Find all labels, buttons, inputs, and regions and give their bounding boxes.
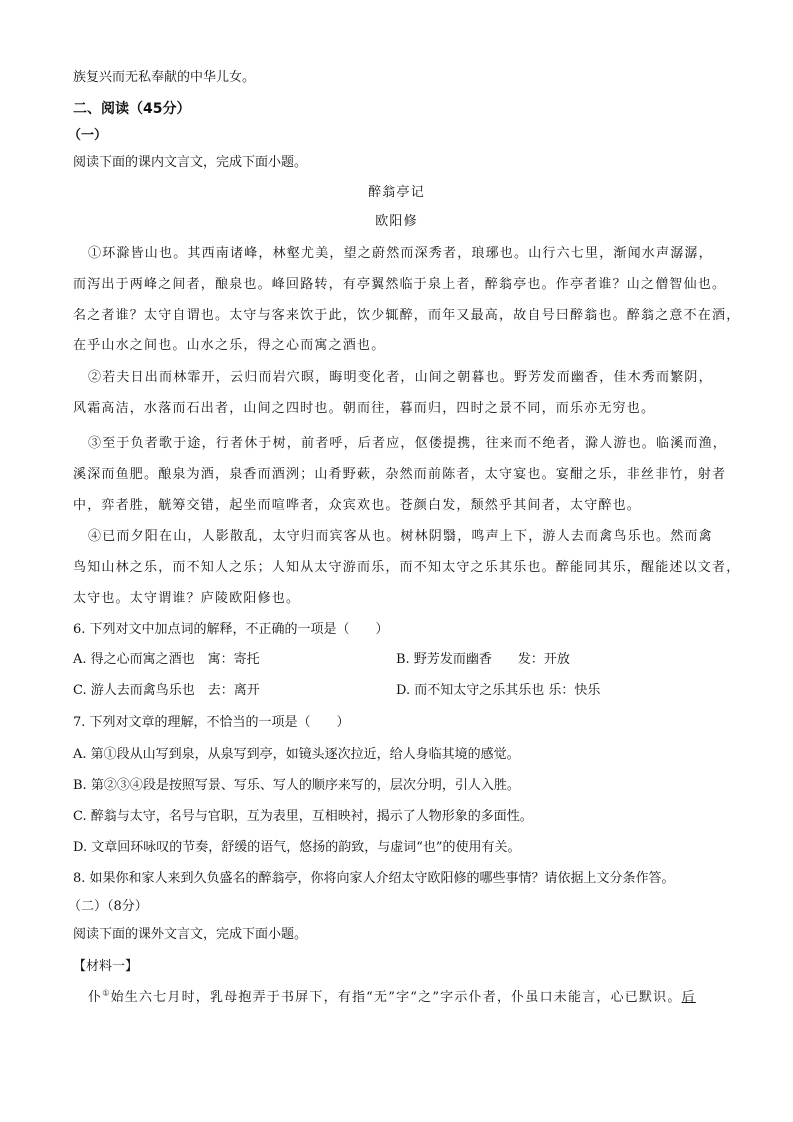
essay-line: ③至于负者歌于途，行者休于树，前者呼，后者应，伛偻提携，往来而不绝者，滁人游也。临溪而渔， [88,436,728,451]
part1-instruction: 阅读下面的课内文言文，完成下面小题。 [73,155,308,170]
question-7-option-d: D. 文章回环咏叹的节奏，舒缓的语气，悠扬的韵致，与虚词“也”的使用有关。 [73,840,521,855]
material1-underlined-tail: 后 [681,990,696,1005]
essay-title: 醉翁亭记 [368,185,425,200]
material1-label: 【材料一】 [73,959,139,974]
essay-line: 名之者谁？太守自谓也。太守与客来饮于此，饮少辄醉，而年又最高，故自号曰醉翁也。醉翁之意不在酒， [73,308,741,323]
part2-label: （二）（8分） [68,899,148,914]
essay-line: ②若夫日出而林霏开，云归而岩穴暝，晦明变化者，山间之朝暮也。野芳发而幽香，佳木秀而繁阴， [88,370,713,385]
essay-line: 溪深而鱼肥。酿泉为酒，泉香而酒洌；山肴野蔌，杂然而前陈者，太守宴也。宴酣之乐，非丝非竹，射者 [73,467,727,482]
question-6-stem: 6. 下列对文中加点词的解释，不正确的一项是（ ） [73,622,389,637]
part1-label: （一） [68,128,108,143]
question-6-option-d: D. 而不知太守之乐其乐也 乐：快乐 [396,683,601,698]
essay-line: 太守也。太守谓谁？庐陵欧阳修也。 [73,591,301,606]
footnote-marker: ① [102,988,111,998]
essay-line: 在乎山水之间也。山水之乐，得之心而寓之酒也。 [73,338,386,353]
question-8-stem: 8. 如果你和家人来到久负盛名的醉翁亭，你将向家人介绍太守欧阳修的哪些事情？请依据上文分条作答。 [73,871,675,886]
question-7-stem: 7. 下列对文章的理解，不恰当的一项是（ ） [73,715,350,730]
material1-text: 始生六七月时，乳母抱弄于书屏下，有指“无”字“之”字示仆者，仆虽口未能言，心已默识。 [110,990,682,1005]
material1-lead: 仆 [88,990,103,1005]
essay-line: ①环滁皆山也。其西南诸峰，林壑尤美，望之蔚然而深秀者，琅琊也。山行六七里，渐闻水声潺潺， [88,246,713,261]
question-6-option-b: B. 野芳发而幽香 发：开放 [396,652,570,667]
question-6-option-a: A. 得之心而寓之酒也 寓：寄托 [73,652,260,667]
part2-instruction: 阅读下面的课外文言文，完成下面小题。 [73,927,308,942]
essay-line: 而泻出于两峰之间者，酿泉也。峰回路转，有亭翼然临于泉上者，醉翁亭也。作亭者谁？山之僧智仙也。 [73,277,727,292]
essay-line: 风霜高洁，水落而石出者，山间之四时也。朝而往，暮而归，四时之景不同，而乐亦无穷也。 [73,401,656,416]
essay-author: 欧阳修 [375,214,418,229]
essay-line: ④已而夕阳在山，人影散乱，太守归而宾客从也。树林阴翳，鸣声上下，游人去而禽鸟乐也。然而禽 [88,529,713,544]
question-7-option-c: C. 醉翁与太守，名号与官职，互为表里，互相映衬，揭示了人物形象的多面性。 [73,809,533,824]
intro-tail-text: 族复兴而无私奉献的中华儿女。 [73,70,256,85]
section-title: 二、阅读（45分） [73,101,191,117]
essay-line: 中，弈者胜，觥筹交错，起坐而喧哗者，众宾欢也。苍颜白发，颓然乎其间者，太守醉也。 [73,498,642,513]
question-6-option-c: C. 游人去而禽鸟乐也 去：离开 [73,683,260,698]
question-7-option-a: A. 第①段从山写到泉，从泉写到亭，如镜头逐次拉近，给人身临其境的感觉。 [73,747,520,762]
material1-paragraph [88,986,696,1005]
question-7-option-b: B. 第②③④段是按照写景、写乐、写人的顺序来写的，层次分明，引人入胜。 [73,778,520,793]
essay-line: 鸟知山林之乐，而不知人之乐；人知从太守游而乐，而不知太守之乐其乐也。醉能同其乐，醒能述以文者， [73,560,741,575]
